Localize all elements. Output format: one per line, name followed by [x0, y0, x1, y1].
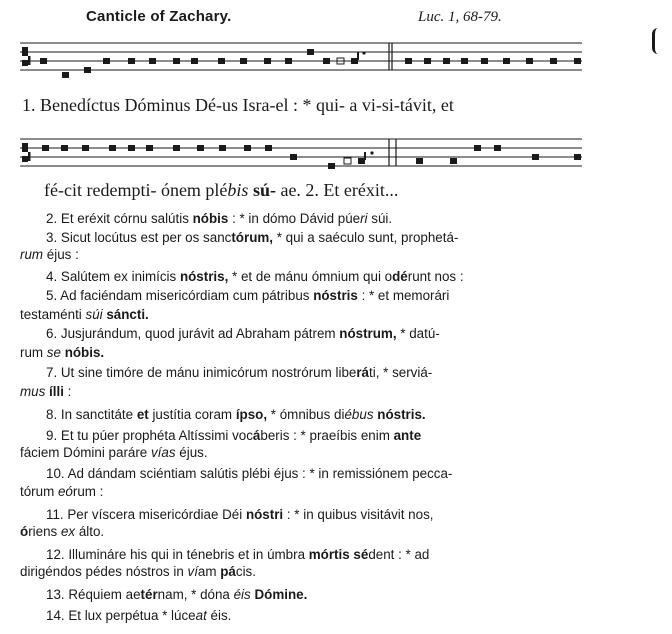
verse-segment: 10. Ad dándam sciéntiam salútis plébi éjus : * in remissiónem pecca- [46, 466, 453, 481]
lyrics-line-2 [44, 180, 398, 201]
verse-segment: nóstris. [377, 407, 426, 422]
verse-segment: : * in dómo Dávid púe [228, 211, 361, 226]
verse-line [20, 344, 104, 362]
verse-segment: ípso, [235, 407, 268, 422]
page-title: Canticle of Zachary. [86, 8, 232, 25]
verse-segment: rum [20, 345, 47, 360]
lyrics-line-1: 1. Benedíctus Dóminus Dé-us Isra-el : * qui- a vi-si-távit, et [22, 95, 454, 115]
verse-line [46, 229, 458, 247]
verse-segment: dé [392, 269, 408, 284]
verse-segment: ex [60, 524, 76, 539]
chant-staff-2 [0, 134, 672, 184]
verse-line [46, 607, 231, 625]
verse-segment: Dómine. [254, 587, 308, 602]
verse-segment: mórtis [308, 547, 350, 562]
verse-line [46, 586, 307, 604]
verse-segment: súi [85, 307, 103, 322]
verse-segment: 5. Ad faciéndam misericórdiam cum pátribus [46, 288, 314, 303]
verse-segment: 6. Jusjurándum, quod jurávit ad Abraham pátrem [46, 326, 340, 341]
verse-segment: nóbis [192, 211, 229, 226]
verse-segment: runt nos : [407, 269, 464, 284]
verse-line [46, 465, 452, 483]
verse-line [46, 364, 432, 382]
verse-segment: ébus [344, 407, 374, 422]
verse-segment: 7. Ut sine timóre de mánu inimicórum nostrórum libe [46, 365, 357, 380]
verse-segment: rum [20, 247, 44, 262]
verse-segment: éis. [206, 608, 232, 623]
verse-line [20, 306, 149, 324]
verse-segment: súi. [367, 211, 393, 226]
lyrics-line-2-end: ae. 2. Et eréxit... [280, 180, 399, 200]
verse-segment: justítia coram [148, 407, 236, 422]
verse-segment: et [136, 407, 149, 422]
verse-segment: tórum, [231, 230, 273, 245]
verse-segment: eó [57, 484, 73, 499]
verse-segment: * datú- [396, 326, 440, 341]
verse-line [46, 546, 429, 564]
verse-line [46, 268, 464, 286]
chant-staff-1 [0, 38, 672, 88]
verse-segment: rum : [72, 484, 104, 499]
clef-icon [22, 47, 31, 66]
verse-segment: 11. Per víscera misericórdiae Déi [46, 507, 246, 522]
clef-icon [22, 143, 31, 162]
verse-segment: beris : * praeíbis enim [260, 428, 394, 443]
verse-segment: * ómnibus di [267, 407, 345, 422]
verse-segment: dent : * ad [368, 547, 430, 562]
verse-segment: * qui a saéculo sunt, prophetá- [273, 230, 459, 245]
verse-segment: am [197, 564, 221, 579]
verse-segment: 3. Sicut locútus est per os sanc [46, 230, 232, 245]
verse-segment: ante [393, 428, 422, 443]
verse-segment: nam, * dóna [157, 587, 234, 602]
verse-segment: tórum [20, 484, 58, 499]
verse-segment: éjus : [43, 247, 79, 262]
neumes-1 [40, 49, 581, 78]
verse-segment: ti, * serviá- [369, 365, 433, 380]
verse-segment: ví [187, 564, 198, 579]
verse-segment: 12. Illumináre his qui in ténebris et in úmbra [46, 547, 309, 562]
verse-line [46, 287, 449, 305]
verse-segment: : [63, 384, 72, 399]
verse-line [20, 444, 208, 462]
verse-segment: ó [20, 524, 29, 539]
verse-segment: vías [150, 445, 176, 460]
scripture-reference: Luc. 1, 68-79. [418, 9, 502, 25]
verse-segment: dirigéndos pédes nóstros in [20, 564, 188, 579]
verse-line [46, 406, 426, 424]
verse-line [46, 210, 392, 228]
verse-segment: fáciem Dómini paráre [20, 445, 151, 460]
verse-segment: 4. Salútem ex inimícis [46, 269, 180, 284]
verse-segment: nóstris, [179, 269, 229, 284]
verse-segment: riens [28, 524, 61, 539]
verse-segment: nóbis. [64, 345, 105, 360]
verse-segment: mus [20, 384, 46, 399]
verse-segment: : * in quibus visitávit nos, [283, 507, 434, 522]
verse-line [20, 383, 71, 401]
verse-segment: éjus. [175, 445, 208, 460]
verse-segment: ílli [49, 384, 64, 399]
verse-segment: : * et memorári [357, 288, 450, 303]
verse-segment: á [252, 428, 261, 443]
verse-segment: álto. [75, 524, 105, 539]
verse-segment: nóstrum, [339, 326, 397, 341]
lyrics-line-2-text: fé-cit redempti- ónem plé [44, 180, 228, 200]
verse-segment: tér [140, 587, 158, 602]
lyrics-line-2-bold: sú- [252, 180, 276, 200]
verse-segment: 14. Et lux perpétua * lúce [46, 608, 196, 623]
verse-segment: 13. Réquiem ae [46, 587, 141, 602]
verse-line [20, 523, 104, 541]
verse-line [46, 325, 440, 343]
verse-segment: cis. [235, 564, 256, 579]
verse-segment: ri [360, 211, 368, 226]
verse-line [20, 563, 256, 581]
verse-line [46, 506, 434, 524]
verse-segment: 8. In sanctitáte [46, 407, 137, 422]
verse-segment: pá [220, 564, 236, 579]
verse-segment: rá [356, 365, 370, 380]
verse-segment: 9. Et tu púer prophéta Altíssimi voc [46, 428, 253, 443]
verse-segment: sé [353, 547, 369, 562]
verse-line [20, 246, 79, 264]
lyrics-line-2-italic: bis [227, 180, 249, 200]
verse-segment: se [46, 345, 61, 360]
verse-line [46, 427, 421, 445]
verse-segment: nóstris [313, 288, 358, 303]
verse-segment: nóstri [245, 507, 284, 522]
verse-segment: 2. Et eréxit córnu salútis [46, 211, 193, 226]
verse-line [20, 483, 103, 501]
verse-segment: testaménti [20, 307, 86, 322]
verse-segment: sáncti. [106, 307, 149, 322]
verse-segment: at [195, 608, 207, 623]
verse-segment: * et de mánu ómnium qui o [228, 269, 393, 284]
verse-segment: éis [233, 587, 251, 602]
